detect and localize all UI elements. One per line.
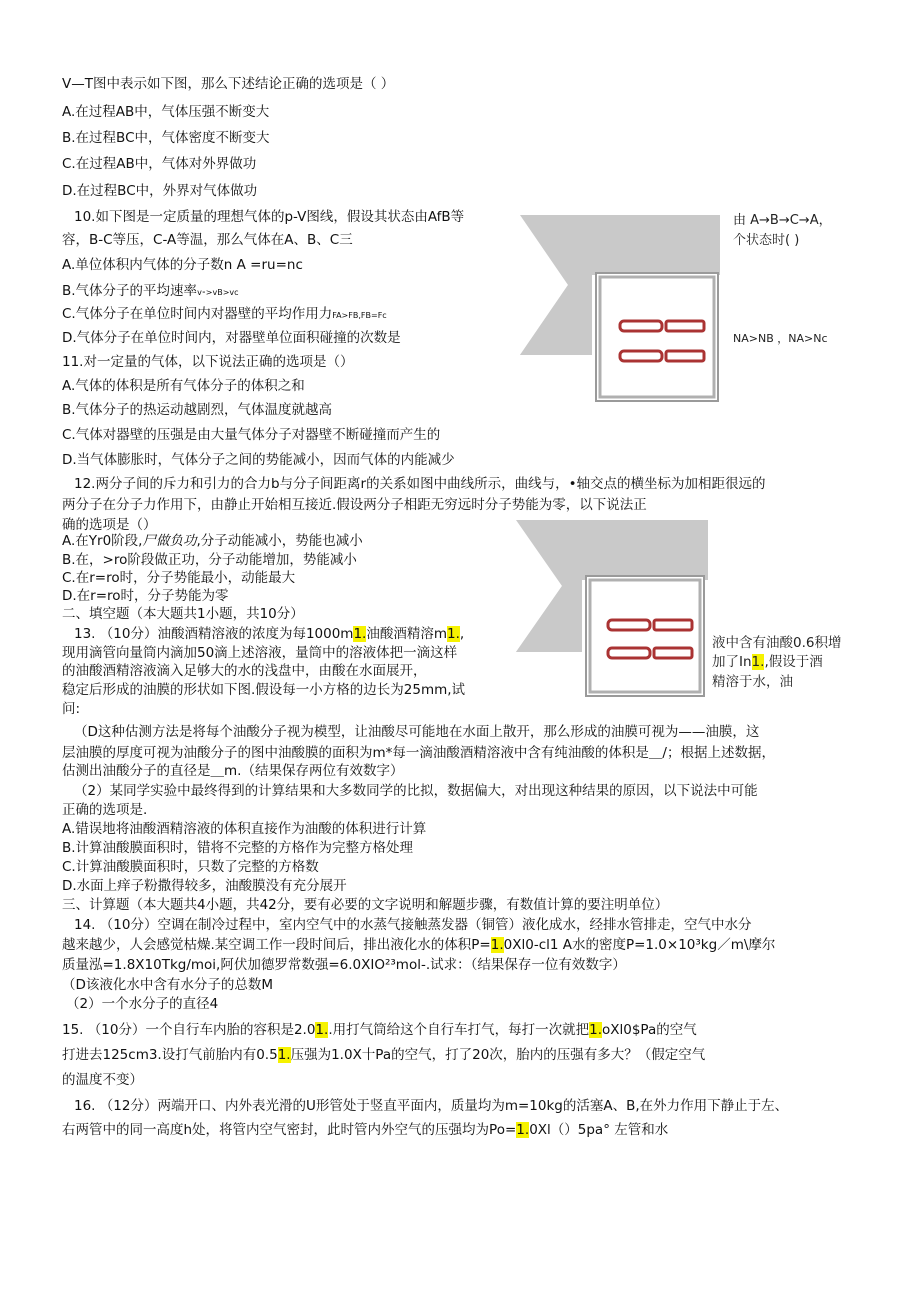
highlight-mark: 1. [277, 1047, 291, 1063]
highlight-mark: 1. [751, 654, 765, 670]
q10-stem-2: 容，B-C等压，C-A等温，那么气体在A、B、C三 [62, 232, 353, 248]
q10-option-c [62, 305, 387, 325]
q10-stem-1: 10.如下图是一定质量的理想气体的p-V图线，假设其状态由AfB等 [74, 209, 465, 225]
q16-stem-2-c: 0Xl（）5pa° 左管和水 [529, 1122, 669, 1138]
q12-option-a-italic: 尸做负功 [142, 533, 197, 549]
q10-option-c-text: C.气体分子在单位时间内对器壁的平均作用力 [62, 306, 333, 322]
figure-2-side-text-2 [712, 653, 823, 671]
q10-option-b [62, 282, 239, 302]
q13-part1-2: 层油膜的厚度可视为油酸分子的图中油酸膜的面积为m*每一滴油酸酒精溶液中含有纯油酸的体积是＿/；根据上述数据， [62, 745, 775, 761]
q13-stem-4: 稳定后形成的油膜的形状如下图.假设每一小方格的边长为25mm,试 [62, 682, 466, 698]
q9-option-c: C.在过程AB中，气体对外界做功 [62, 156, 257, 172]
q15-stem-1-c: .用打气筒给这个自行车打气，每打一次就把 [328, 1022, 590, 1038]
q15-stem-1-e: oXl0$Pa的空气 [602, 1022, 697, 1038]
figure-2-side-text-2a: 加了In [712, 654, 752, 670]
q13-stem-2: 现用滴管向量筒内滴加50滴上述溶液，量筒中的溶液体把一滴这样 [62, 645, 458, 661]
section-calc-heading: 三、计算题（本大题共4小题，共42分，要有必要的文字说明和解题步骤，有数值计算的要注明单位） [62, 897, 669, 913]
q10-option-c-subscript: FA>FB,FB=Fc [332, 311, 387, 320]
highlight-mark: 1. [315, 1022, 329, 1038]
q14-stem-3: 质量泓=1.8X10Tkg/moi,阿伏加德罗常数强=6.0XIO²³mol-.试求：（结果保存一位有效数字） [62, 957, 626, 973]
figure-1-caption-bottom: NA>NB ，NA>Nc [733, 332, 828, 345]
q13-stem-3: 的油酸酒精溶液滴入足够大的水的浅盘中，由酸在水面展开， [62, 663, 427, 679]
q14-stem-2 [62, 936, 775, 954]
q9-option-b: B.在过程BC中，气体密度不断变大 [62, 130, 270, 146]
q12-option-a-part2: ,分子动能减小，势能也减小 [196, 533, 363, 549]
q15-stem-1-a: 15. （10分）一个自行车内胎的容积是2.0 [62, 1022, 316, 1038]
figure-1-caption-top: 由 A→B→C→A， [733, 213, 832, 228]
q12-stem-2: 两分子在分子力作用下，由静止开始相互接近.假设两分子相距无穷远时分子势能为零，以下说法正 [62, 497, 647, 513]
q14-stem-1: 14. （10分）空调在制冷过程中，室内空气中的水蒸气接触蒸发器（铜管）液化成水，经排水管排走，空气中水分 [74, 917, 752, 933]
q13-part1-3: 估测出油酸分子的直径是＿m.（结果保存两位有效数字） [62, 763, 404, 779]
broken-image-icon [516, 520, 708, 698]
q16-stem-2-a: 右两管中的同一高度h处，将管内空气密封，此时管内外空气的压强均为Po= [62, 1122, 517, 1138]
highlight-mark: 1. [490, 937, 504, 953]
q14-part1: （D该液化水中含有水分子的总数M [62, 977, 274, 993]
figure-2-side-text-3: 精溶于水，油 [712, 674, 793, 690]
highlight-mark: 1. [589, 1022, 602, 1038]
q11-option-b: B.气体分子的热运动越剧烈，气体温度就越高 [62, 402, 333, 418]
q10-option-a: A.单位体积内气体的分子数n A =ru=nc [62, 257, 303, 273]
q13-option-b: B.计算油酸膜面积时，错将不完整的方格作为完整方格处理 [62, 840, 414, 856]
q11-option-a: A.气体的体积是所有气体分子的体积之和 [62, 378, 305, 394]
q11-option-c: C.气体对器壁的压强是由大量气体分子对器壁不断碰撞而产生的 [62, 427, 441, 443]
q16-stem-2 [62, 1121, 668, 1139]
q14-stem-2-c: 0Xl0-cl1 A水的密度P=1.0×10³kg／m\摩尔 [503, 937, 776, 953]
figure-2-placeholder [516, 520, 708, 698]
q13-part2-2: 正确的选项是. [62, 802, 148, 818]
highlight-mark: 1. [353, 626, 367, 642]
q12-option-c: C.在r=ro时，分子势能最小，动能最大 [62, 570, 296, 586]
q15-stem-1 [62, 1021, 697, 1039]
highlight-mark: 1. [516, 1122, 530, 1138]
q13-option-a: A.错误地将油酸酒精溶液的体积直接作为油酸的体积进行计算 [62, 821, 427, 837]
q15-stem-3: 的温度不变） [62, 1072, 143, 1088]
q10-option-b-text: B.气体分子的平均速率 [62, 283, 198, 299]
q12-stem-3: 确的选项是（） [62, 517, 157, 533]
q9-option-d: D.在过程BC中，外界对气体做功 [62, 183, 258, 199]
q13-stem-1-e: , [459, 626, 465, 642]
figure-1-placeholder [520, 215, 720, 405]
figure-2-side-text-1: 液中含有油酸0.6积增 [712, 635, 842, 651]
q15-stem-2-a: 打进去125cm3.设打气前胎内有0.5 [62, 1047, 278, 1063]
q13-stem-1-a: 13. （10分）油酸酒精溶液的浓度为每1000m [74, 626, 354, 642]
q10-option-d: D.气体分子在单位时间内，对器壁单位面积碰撞的次数是 [62, 330, 401, 346]
q15-stem-2 [62, 1046, 705, 1064]
q13-part1-1: （D这种估测方法是将每个油酸分子视为模型，让油酸尽可能地在水面上散开，那么形成的油膜可视为——油膜，这 [74, 724, 760, 740]
q11-option-d: D.当气体膨胀时，气体分子之间的势能减小，因而气体的内能减少 [62, 452, 455, 468]
q12-stem-1: 12.两分子间的斥力和引力的合力b与分子间距离r的关系如图中曲线所示，曲线与，•轴交点的横坐标为加相距很远的 [74, 476, 766, 492]
q13-part2-1: （2）某同学实验中最终得到的计算结果和大多数同学的比拟，数据偏大，对出现这种结果的原因，以下说法中可能 [74, 783, 758, 799]
q16-stem-1: 16. （12分）两端开口、内外表光滑的U形管处于竖直平面内，质量均为m=10kg的活塞A、B,在外力作用下静止于左、 [74, 1098, 789, 1114]
q9-option-a: A.在过程AB中，气体压强不断变大 [62, 104, 270, 120]
figure-2-side-text-2c: ,假设于酒 [764, 654, 823, 670]
q15-stem-2-c: 压强为1.0X十Pa的空气，打了20次，胎内的压强有多大？（假定空气 [290, 1047, 706, 1063]
highlight-mark: 1. [447, 626, 460, 642]
q13-stem-1-c: 油酸酒精溶m [366, 626, 447, 642]
section-fill-in-heading: 二、填空题（本大题共1小题，共10分） [62, 606, 304, 622]
q9-stem-tail: V—T图中表示如下图，那么下述结论正确的选项是（ ） [62, 76, 395, 92]
broken-image-icon [520, 215, 720, 405]
figure-1-caption-top-2: 个状态时( ) [733, 233, 800, 248]
q10-option-b-subscript: v⁃>vB>vc [197, 288, 239, 297]
q12-option-a-part1: A.在Yr0阶段, [62, 533, 143, 549]
q13-option-d: D.水面上痒子粉撒得较多，油酸膜没有充分展开 [62, 878, 347, 894]
q14-stem-2-a: 越来越少，人会感觉枯燥.某空调工作一段时间后，排出液化水的体积P= [62, 937, 491, 953]
q13-option-c: C.计算油酸膜面积时，只数了完整的方格数 [62, 859, 319, 875]
q13-stem-1 [74, 625, 464, 643]
q11-stem: 11.对一定量的气体，以下说法正确的选项是（） [62, 354, 354, 370]
q12-option-d: D.在r=ro时，分子势能为零 [62, 588, 229, 604]
q12-option-b: B.在，>ro阶段做正功，分子动能增加，势能减小 [62, 552, 357, 568]
q12-option-a [62, 532, 363, 550]
q14-part2: （2）一个水分子的直径4 [66, 996, 219, 1012]
q13-stem-5: 问: [62, 701, 81, 717]
